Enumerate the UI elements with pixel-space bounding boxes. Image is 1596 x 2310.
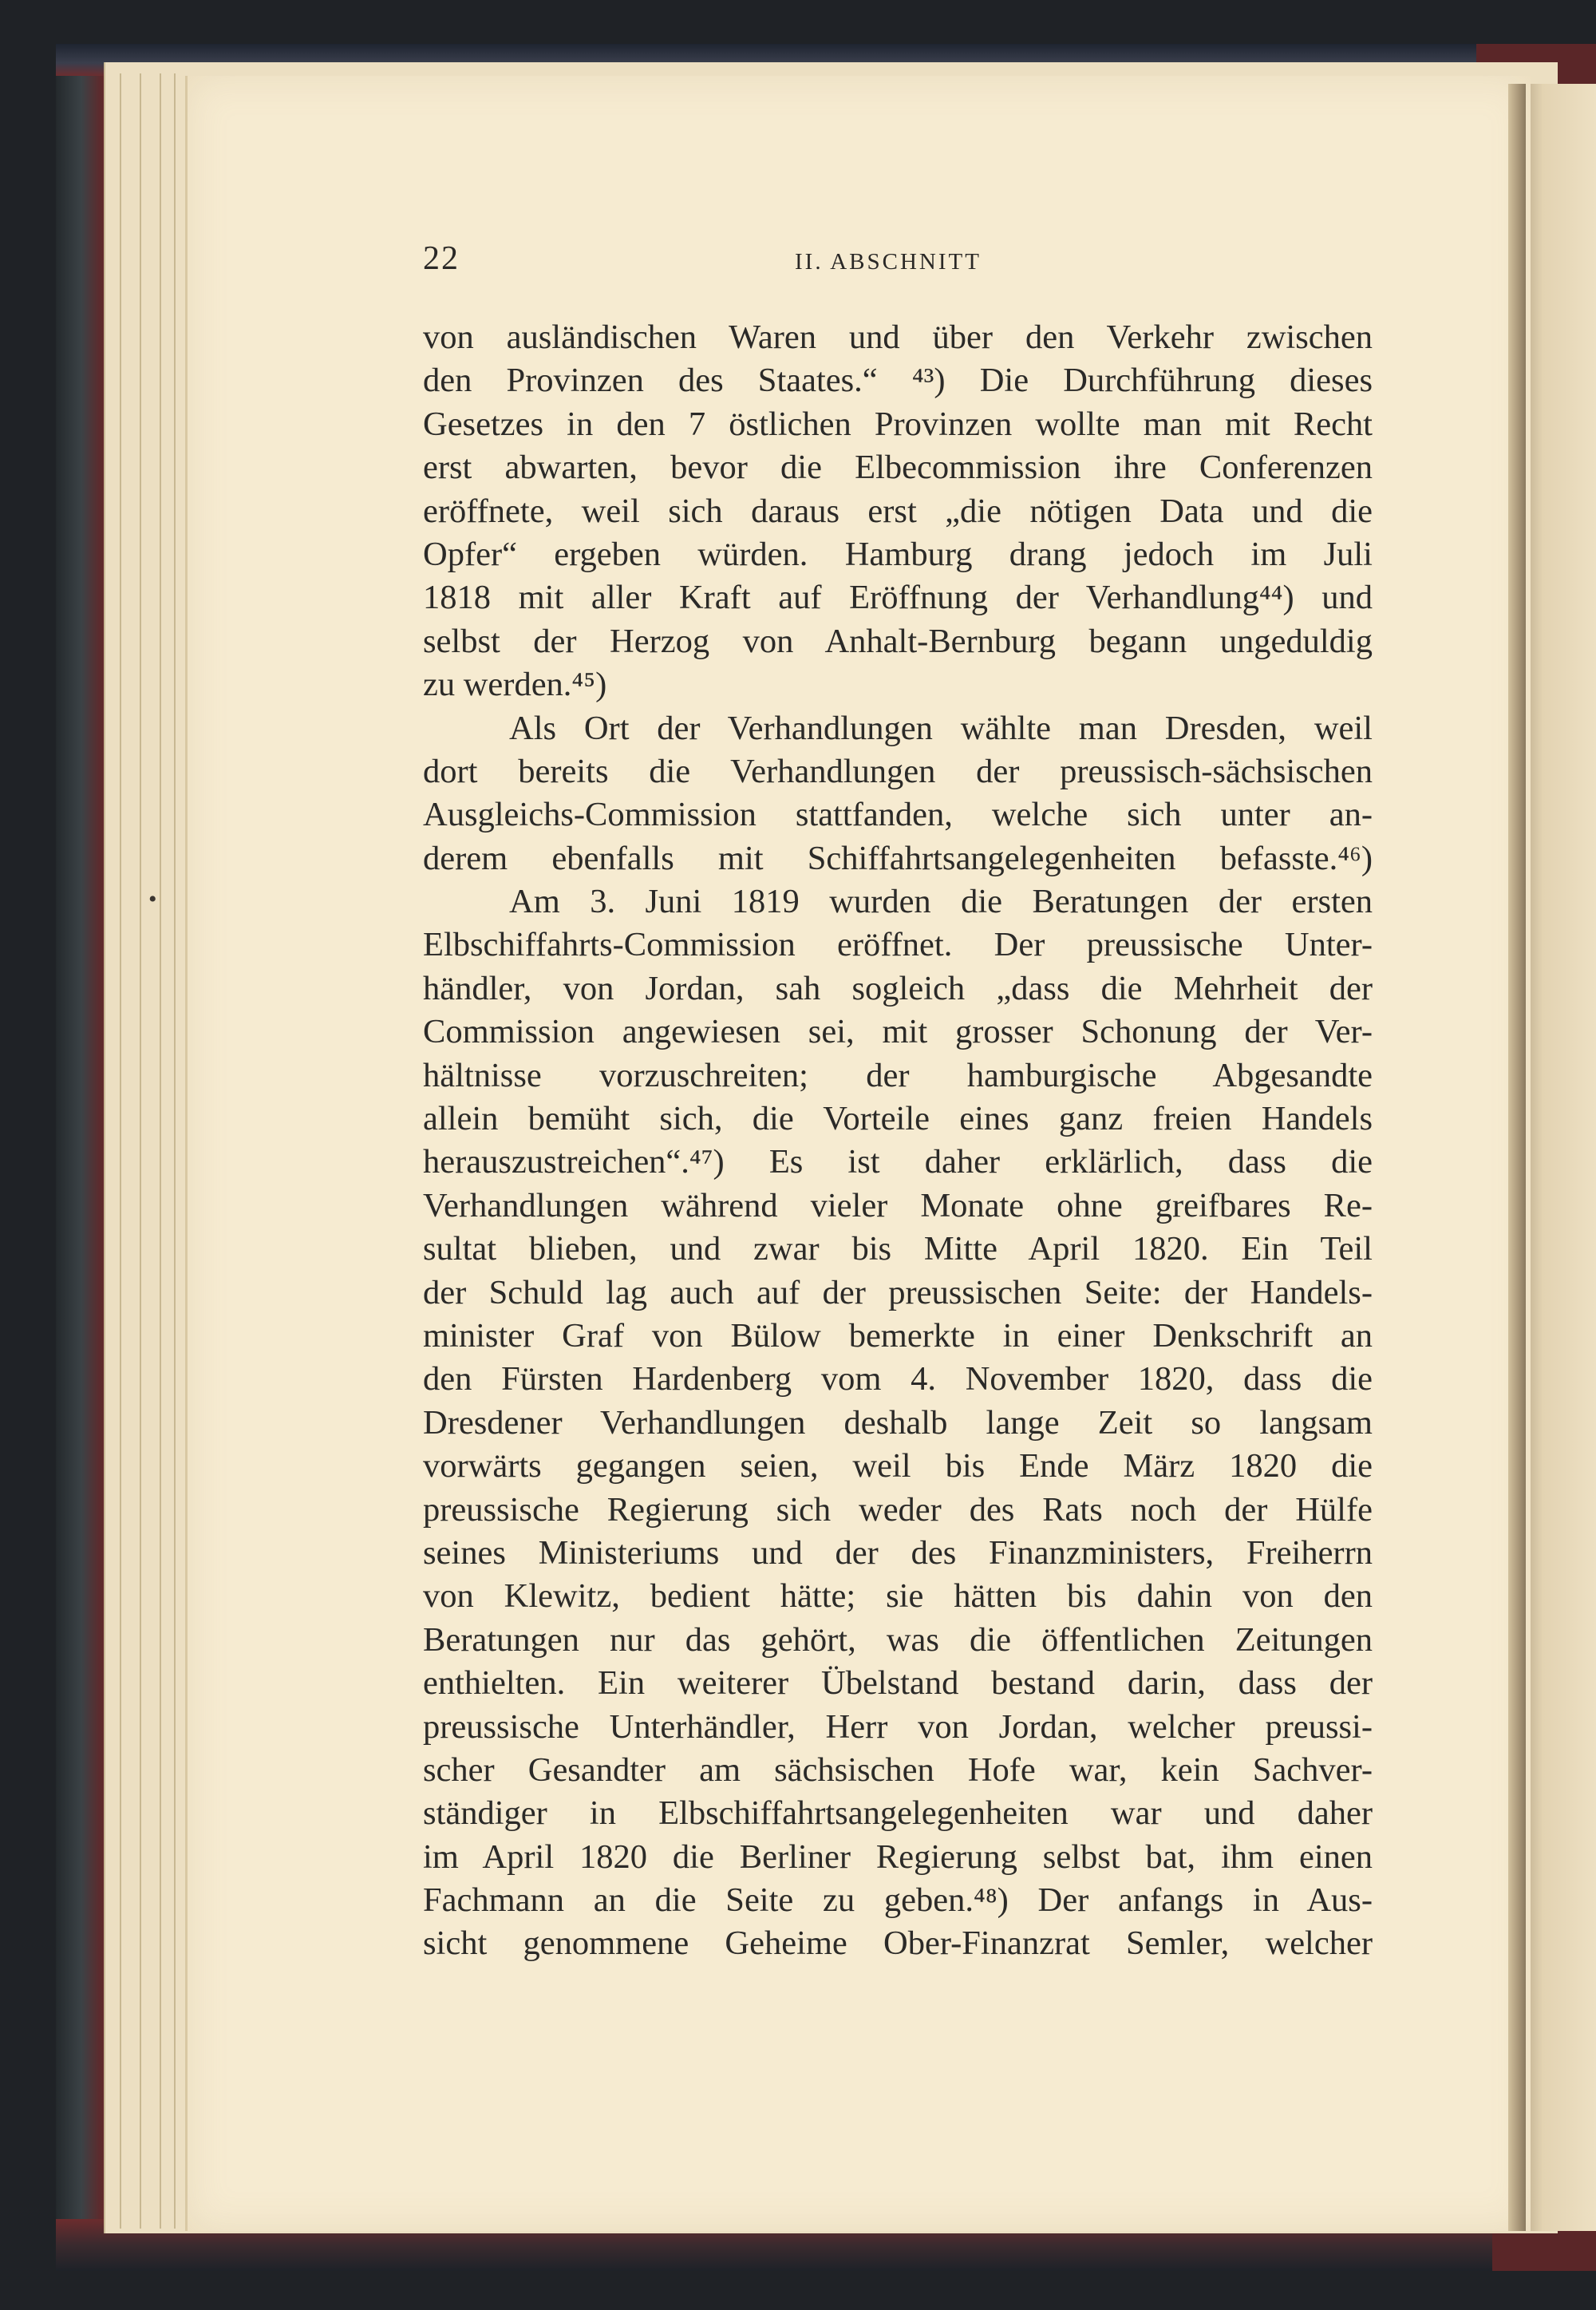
- text-line: minister Graf von Bülow bemerkte in einer Denkschrift an: [423, 1316, 1373, 1355]
- text-line: allein bemüht sich, die Vorteile eines ganz freien Handels: [423, 1100, 1373, 1138]
- text-line: dort bereits die Verhandlungen der preussisch-sächsischen: [423, 752, 1373, 790]
- text-line: von ausländischen Waren und über den Verkehr zwischen: [423, 318, 1373, 356]
- text-line: Verhandlungen während vieler Monate ohne greifbares Re-: [423, 1186, 1373, 1224]
- text-line: den Fürsten Hardenberg vom 4. November 1820, dass die: [423, 1360, 1373, 1398]
- text-line: Am 3. Juni 1819 wurden die Beratungen der ersten: [509, 883, 1373, 921]
- text-line: der Schuld lag auch auf der preussischen Seite: der Handels-: [423, 1273, 1373, 1311]
- text-line: zu werden.⁴⁵): [423, 666, 607, 704]
- text-line: Gesetzes in den 7 östlichen Provinzen wollte man mit Recht: [423, 405, 1373, 443]
- text-line: preussische Regierung sich weder des Rats noch der Hülfe: [423, 1490, 1373, 1529]
- text-line: 1818 mit aller Kraft auf Eröffnung der Verhandlung⁴⁴) und: [423, 579, 1373, 617]
- text-line: von Klewitz, bedient hätte; sie hätten bis dahin von den: [423, 1577, 1373, 1616]
- text-line: ständiger in Elbschiffahrtsangelegenheiten war und daher: [423, 1794, 1373, 1833]
- text-line: enthielten. Ein weiterer Übelstand bestand darin, dass der: [423, 1664, 1373, 1703]
- text-line: eröffnete, weil sich daraus erst „die nötigen Data und die: [423, 492, 1373, 530]
- text-line: seines Ministeriums und der des Finanzministers, Freiherrn: [423, 1533, 1373, 1572]
- text-line: Dresdener Verhandlungen deshalb lange Zeit so langsam: [423, 1403, 1373, 1442]
- text-line: vorwärts gegangen seien, weil bis Ende März 1820 die: [423, 1447, 1373, 1485]
- chapter-heading: II. ABSCHNITT: [795, 249, 982, 275]
- text-line: den Provinzen des Staates.“ ⁴³) Die Durchführung dieses: [423, 362, 1373, 400]
- text-line: preussische Unterhändler, Herr von Jordan, welcher preussi-: [423, 1707, 1373, 1746]
- running-head: [423, 239, 1373, 278]
- text-line: erst abwarten, bevor die Elbecommission ihre Conferenzen: [423, 449, 1373, 487]
- text-line: Als Ort der Verhandlungen wählte man Dresden, weil: [509, 709, 1373, 747]
- page-stack-edge: [174, 73, 176, 2229]
- text-line: Opfer“ ergeben würden. Hamburg drang jedoch im Juli: [423, 535, 1373, 573]
- facing-page-edge: [1520, 84, 1596, 2231]
- page-gutter: [1508, 84, 1526, 2231]
- text-line: händler, von Jordan, sah sogleich „dass die Mehrheit der: [423, 969, 1373, 1007]
- text-line: selbst der Herzog von Anhalt-Bernburg begann ungeduldig: [423, 622, 1373, 660]
- text-line: Fachmann an die Seite zu geben.⁴⁸) Der anfangs in Aus-: [423, 1881, 1373, 1920]
- text-line: Beratungen nur das gehört, was die öffentlichen Zeitungen: [423, 1620, 1373, 1659]
- page-stack-edge: [120, 73, 121, 2229]
- text-line: Elbschiffahrts-Commission eröffnet. Der preussische Unter-: [423, 926, 1373, 964]
- text-line: scher Gesandter am sächsischen Hofe war, kein Sachver-: [423, 1750, 1373, 1789]
- text-line: im April 1820 die Berliner Regierung selbst bat, ihm einen: [423, 1837, 1373, 1876]
- text-line: sicht genommene Geheime Ober-Finanzrat Semler, welcher: [423, 1924, 1373, 1963]
- page-stack-edge: [160, 73, 161, 2229]
- text-line: Commission angewiesen sei, mit grosser Schonung der Ver-: [423, 1013, 1373, 1051]
- margin-mark: •: [148, 886, 157, 912]
- text-line: derem ebenfalls mit Schiffahrtsangelegenheiten befasste.⁴⁶): [423, 839, 1373, 877]
- text-line: sultat blieben, und zwar bis Mitte April 1820. Ein Teil: [423, 1230, 1373, 1268]
- body-text: [423, 316, 1373, 1966]
- page-stack-edge: [140, 73, 141, 2229]
- page-number: 22: [423, 240, 460, 277]
- text-line: hältnisse vorzuschreiten; der hamburgische Abgesandte: [423, 1056, 1373, 1094]
- text-line: Ausgleichs-Commission stattfanden, welche sich unter an-: [423, 796, 1373, 834]
- text-line: herauszustreichen“.⁴⁷) Es ist daher erklärlich, dass die: [423, 1143, 1373, 1181]
